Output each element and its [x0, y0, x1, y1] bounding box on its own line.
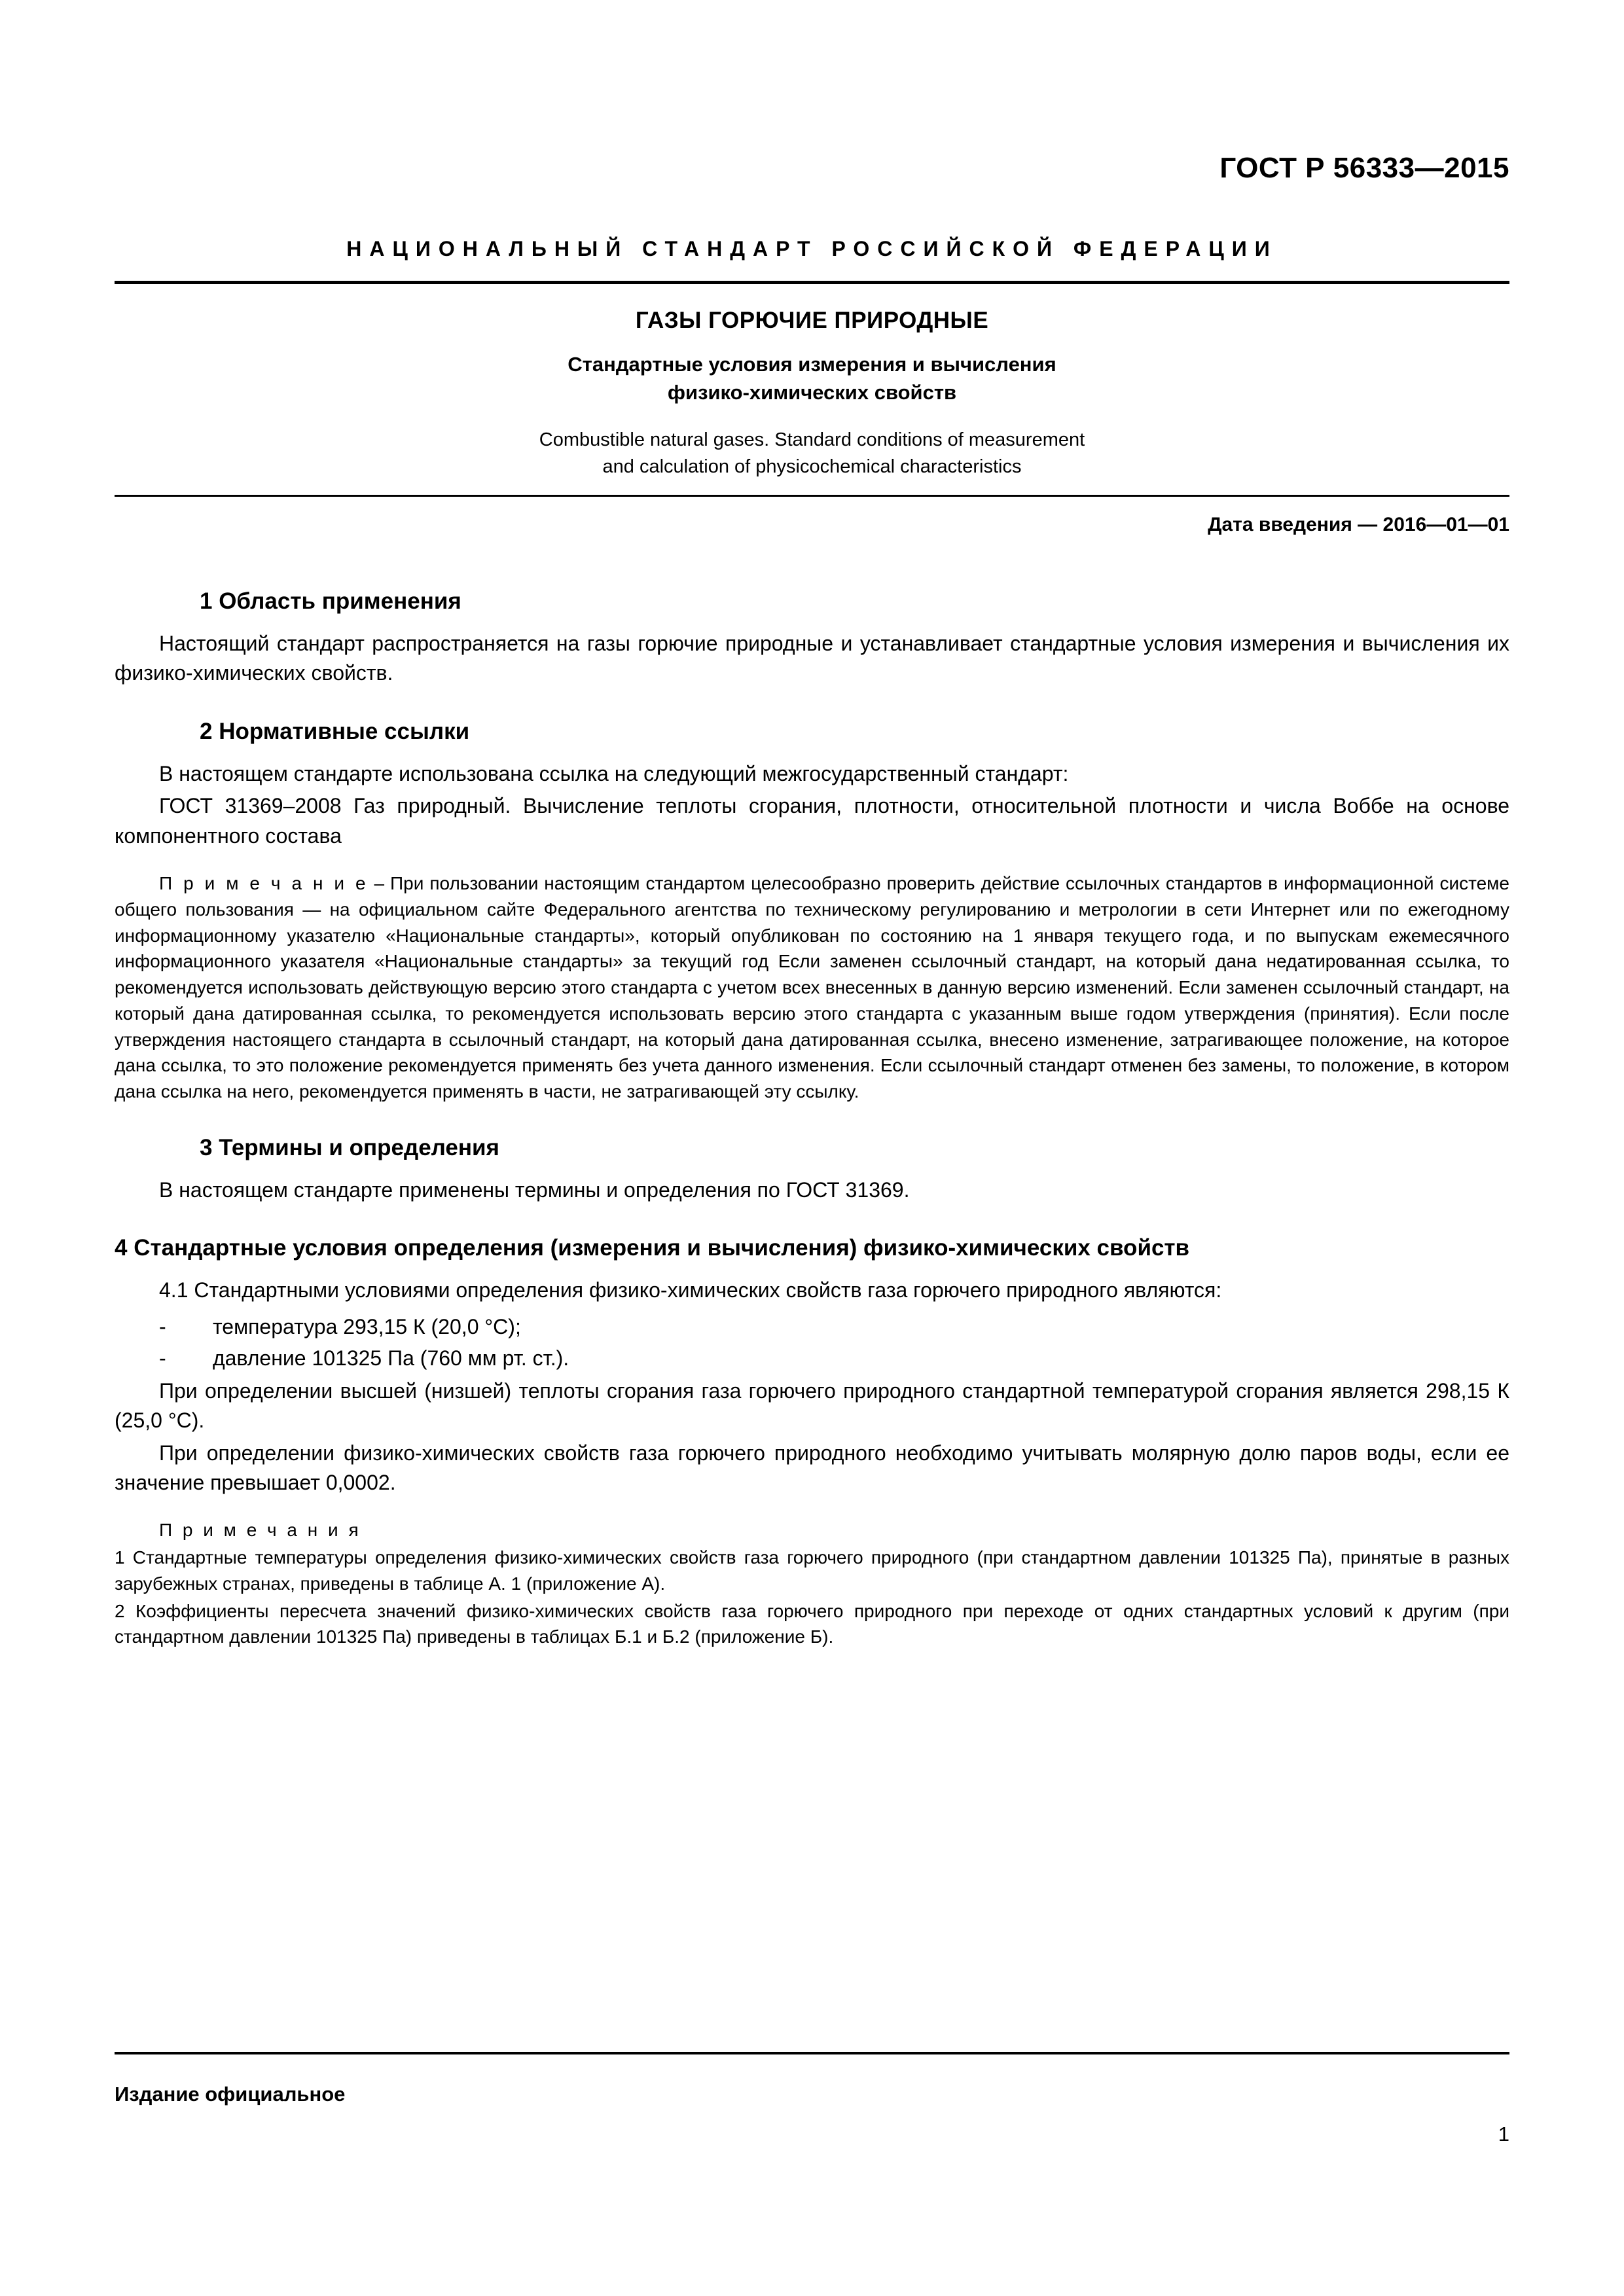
section-4-note-1: 1 Стандартные температуры определения физико-химических свойств газа горючего природного (при стандартном давлении 101325 Па), принятые в разных зарубежных странах, приведены в таблице А. 1 (приложение А). — [115, 1547, 1509, 1594]
section-4-paragraph-1: 4.1 Стандартными условиями определения физико-химических свойств газа горючего природного являются: — [159, 1278, 1222, 1302]
header-divider-top — [115, 281, 1509, 284]
title-block — [115, 308, 1509, 480]
section-1 — [115, 588, 1509, 615]
list-dash: - — [159, 1314, 166, 1338]
standard-number: ГОСТ Р 56333—2015 — [1219, 152, 1509, 184]
section-1-heading: 1 Область применения — [200, 588, 461, 614]
section-4-paragraph-3: При определении физико-химических свойств газа горючего природного необходимо учитывать молярную долю паров воды, если ее значение превышает 0,0002. — [115, 1441, 1509, 1494]
document-title-english — [115, 427, 1509, 480]
document-body — [115, 588, 1509, 1650]
list-dash: - — [159, 1346, 166, 1370]
document-title-english-line2: and calculation of physicochemical characteristics — [602, 456, 1022, 477]
page-number: 1 — [1498, 2123, 1509, 2145]
section-3-heading: 3 Термины и определения — [200, 1134, 499, 1160]
list-item — [115, 1311, 1509, 1342]
section-2 — [115, 719, 1509, 745]
national-standard-header: НАЦИОНАЛЬНЫЙ СТАНДАРТ РОССИЙСКОЙ ФЕДЕРАЦИИ — [346, 237, 1278, 260]
footer-note: Издание официальное — [115, 2083, 346, 2106]
section-4-note-2: 2 Коэффициенты пересчета значений физико-химических свойств газа горючего природного при переходе от одних стандартных условий к другим (при стандартном давлении 101325 Па) приведены в таблицах Б.1 и Б.2 (приложение Б). — [115, 1600, 1509, 1647]
list-item-label: температура 293,15 К (20,0 °С); — [213, 1314, 521, 1338]
section-3-paragraph-1: В настоящем стандарте применены термины и определения по ГОСТ 31369. — [159, 1177, 910, 1202]
section-1-paragraph-1: Настоящий стандарт распространяется на газы горючие природные и устанавливает стандартные условия измерения и вычисления их физико-химических свойств. — [115, 631, 1509, 685]
document-title-english-line1: Combustible natural gases. Standard conditions of measurement — [539, 429, 1085, 450]
list-item-label: давление 101325 Па (760 мм рт. ст.). — [213, 1346, 569, 1370]
section-4-notes-label-text: П р и м е ч а н и я — [159, 1520, 361, 1541]
header-divider-bottom — [115, 495, 1509, 497]
document-title: ГАЗЫ ГОРЮЧИЕ ПРИРОДНЫЕ — [635, 308, 989, 333]
document-subtitle — [115, 351, 1509, 407]
section-3 — [115, 1135, 1509, 1161]
section-4-heading: 4 Стандартные условия определения (измерения и вычисления) физико-химических свойств — [115, 1235, 1190, 1261]
section-4-notes-label — [115, 1517, 1509, 1543]
section-2-paragraph-1: В настоящем стандарте использована ссылка на следующий межгосударственный стандарт: — [159, 761, 1069, 785]
list-item — [115, 1342, 1509, 1374]
section-2-paragraph-2: ГОСТ 31369–2008 Газ природный. Вычисление теплоты сгорания, плотности, относительной плотности и числа Воббе на основе компонентного состава — [115, 794, 1509, 848]
section-2-note-text: – При пользовании настоящим стандартом целесообразно проверить действие ссылочных стандартов в информационной системе общего пользования — на официальном сайте Федерального агентства по техническому регулированию и метрологии в сети Интернет или по ежегодному информационному указателю «Национальные стандарты», который опубликован по состоянию на 1 января текущего года, и по выпускам ежемесячного информационного указателя «Национальные стандарты» за текущий год Если заменен ссылочный стандарт, на который дана недатированная ссылка, то рекомендуется использовать действующую версию этого стандарта с учетом всех внесенных в данную версию изменений. Если заменен ссылочный стандарт, на который дана датированная ссылка, то рекомендуется использовать версию этого стандарта с указанным выше годом утверждения (принятия). Если после утверждения настоящего стандарта в ссылочный стандарт, на который дана датированная ссылка, внесено изменение, затрагивающее положение, на которое дана ссылка, то это положение рекомендуется применять без учета данного изменения. Если ссылочный стандарт отменен без замены, то положение, в котором дана ссылка на него, рекомендуется применять в части, не затрагивающей эту ссылку. — [115, 873, 1509, 1102]
document-subtitle-line1: Стандартные условия измерения и вычисления — [568, 353, 1056, 376]
section-2-heading: 2 Нормативные ссылки — [200, 718, 470, 744]
document-subtitle-line2: физико-химических свойств — [667, 380, 957, 404]
section-4 — [115, 1235, 1509, 1261]
introduction-date: Дата введения — 2016—01—01 — [1208, 513, 1509, 535]
section-4-conditions-list — [115, 1311, 1509, 1374]
section-2-note-label: П р и м е ч а н и е — [159, 873, 369, 894]
section-2-note — [115, 870, 1509, 1105]
section-4-paragraph-2: При определении высшей (низшей) теплоты сгорания газа горючего природного стандартной температурой сгорания является 298,15 К (25,0 °С). — [115, 1378, 1509, 1433]
footer-divider — [115, 2052, 1509, 2054]
